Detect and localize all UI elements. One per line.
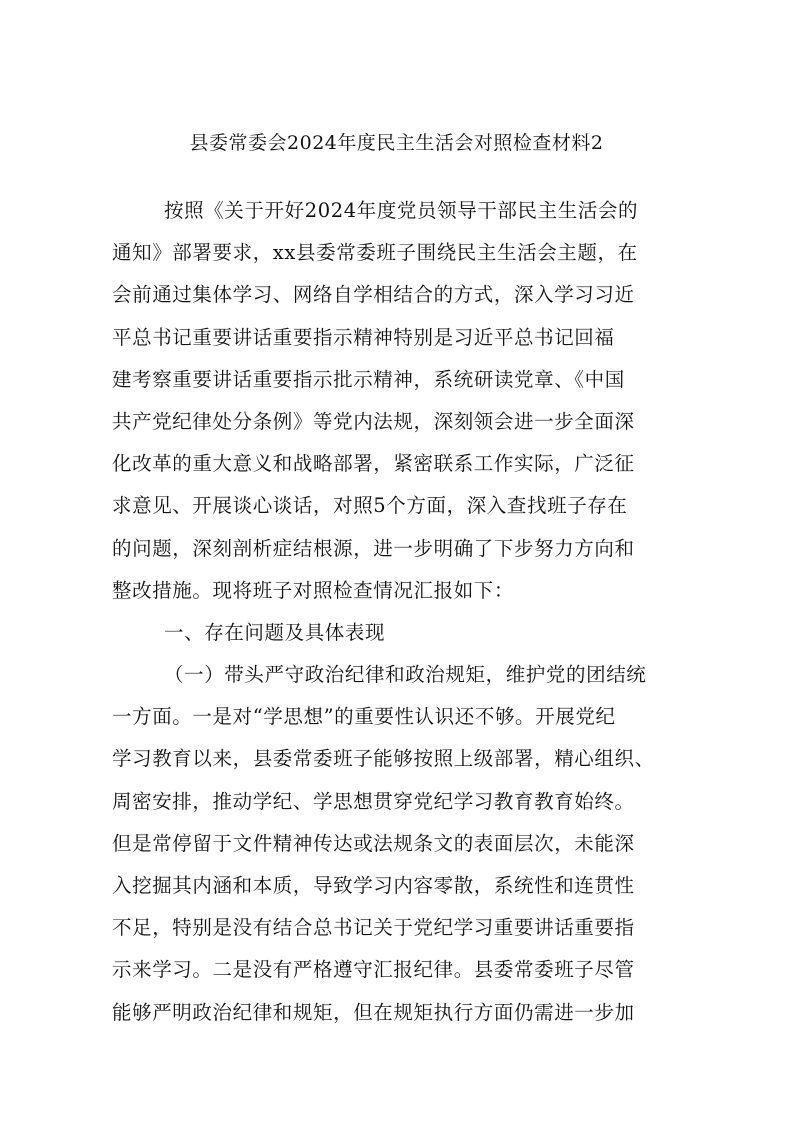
body-line: 会前通过集体学习、网络自学相结合的方式，深入学习习近 [112, 283, 635, 307]
body-line: 求意见、开展谈心谈话，对照5个方面，深入查找班子存在 [112, 494, 628, 518]
body-line: 的问题，深刻剖析症结根源，进一步明确了下步努力方向和 [112, 536, 635, 560]
body-line: 化改革的重大意义和战略部署，紧密联系工作实际，广泛征 [112, 452, 635, 476]
body-line: 一方面。一是对“学思想”的重要性认识还不够。开展党纪 [112, 705, 616, 729]
body-line: 不足，特别是没有结合总书记关于党纪学习重要讲话重要指 [112, 916, 635, 940]
body-line: 学习教育以来，县委常委班子能够按照上级部署，精心组织、 [112, 747, 655, 771]
body-line: 共产党纪律处分条例》等党内法规，深刻领会进一步全面深 [112, 409, 635, 433]
body-line: （一）带头严守政治纪律和政治规矩，维护党的团结统 [164, 663, 647, 687]
body-line: 周密安排，推动学纪、学思想贯穿党纪学习教育教育始终。 [112, 789, 635, 813]
body-line: 一、存在问题及具体表现 [164, 620, 386, 644]
body-line: 建考察重要讲话重要指示批示精神，系统研读党章、《中国 [112, 367, 625, 391]
body-line: 能够严明政治纪律和规矩，但在规矩执行方面仍需进一步加 [112, 1000, 635, 1024]
document-body [112, 190, 682, 1034]
body-line: 通知》部署要求，xx县委常委班子围绕民主生活会主题，在 [112, 241, 638, 265]
body-line: 但是常停留于文件精神传达或法规条文的表面层次，未能深 [112, 831, 635, 855]
body-line: 平总书记重要讲话重要指示精神特别是习近平总书记回福 [112, 325, 615, 349]
body-line: 按照《关于开好2024年度党员领导干部民主生活会的 [164, 199, 639, 222]
body-line: 整改措施。现将班子对照检查情况汇报如下： [112, 578, 515, 602]
document-title: 县委常委会2024年度民主生活会对照检查材料2 [189, 132, 604, 154]
body-line: 示来学习。二是没有严格遵守汇报纪律。县委常委班子尽管 [112, 958, 635, 982]
body-line: 入挖掘其内涵和本质，导致学习内容零散，系统性和连贯性 [112, 874, 635, 897]
